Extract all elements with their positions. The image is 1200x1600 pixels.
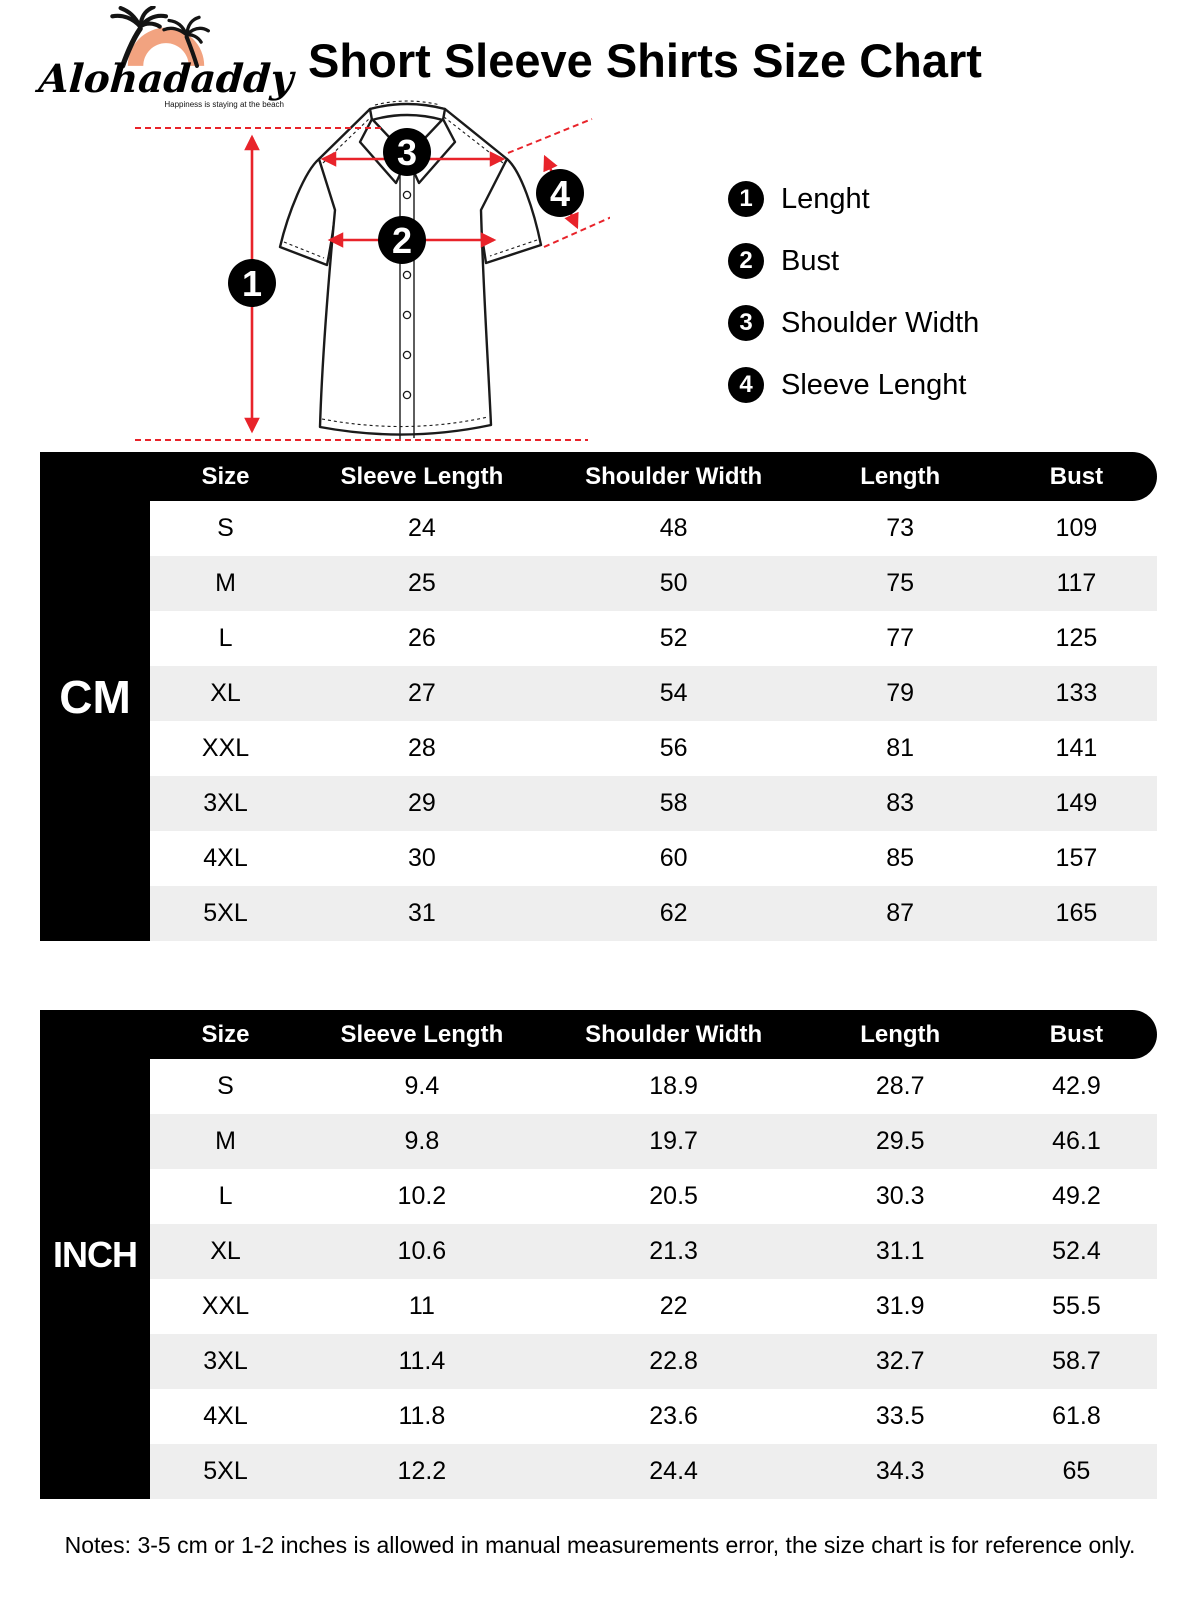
- table-row: [150, 721, 1157, 776]
- legend-badge-2: 2: [728, 243, 764, 279]
- column-header: Shoulder Width: [585, 1020, 763, 1048]
- value-cell: 9.8: [404, 1127, 440, 1155]
- value-cell: 19.7: [649, 1127, 698, 1155]
- value-cell: 81: [886, 734, 915, 762]
- value-cell: 60: [659, 844, 688, 872]
- shirt-measurement-diagram: [130, 95, 610, 455]
- value-cell: 28: [407, 734, 436, 762]
- value-cell: 20.5: [649, 1182, 698, 1210]
- value-cell: 52.4: [1052, 1237, 1101, 1265]
- legend-item-bust: [728, 242, 979, 280]
- notes-text: Notes: 3-5 cm or 1-2 inches is allowed in manual measurements error, the size chart is for reference only.: [64, 1532, 1136, 1558]
- value-cell: 141: [1055, 734, 1098, 762]
- value-cell: 50: [659, 569, 688, 597]
- brand-tagline: Happiness is staying at the beach: [164, 100, 284, 109]
- legend-label-bust: Bust: [781, 244, 840, 277]
- value-cell: 79: [886, 679, 915, 707]
- size-cell: XXL: [201, 1292, 250, 1320]
- marker-2: 2: [391, 220, 413, 261]
- value-cell: 12.2: [397, 1457, 447, 1485]
- value-cell: 21.3: [649, 1237, 698, 1265]
- sleeve-top-guide: [508, 119, 592, 153]
- value-cell: 61.8: [1052, 1402, 1101, 1430]
- table-row: [150, 831, 1157, 886]
- value-cell: 49.2: [1052, 1182, 1101, 1210]
- value-cell: 117: [1056, 569, 1097, 597]
- size-cell: XL: [210, 1237, 241, 1265]
- column-header: Length: [860, 462, 941, 490]
- page-title: Short Sleeve Shirts Size Chart: [308, 34, 982, 87]
- table-row: [150, 1224, 1157, 1279]
- size-table-inch: [40, 1010, 1157, 1499]
- value-cell: 58: [659, 789, 688, 817]
- value-cell: 55.5: [1052, 1292, 1101, 1320]
- table-row: [150, 1114, 1157, 1169]
- legend-badge-1: 1: [728, 181, 764, 217]
- value-cell: 75: [886, 569, 915, 597]
- table-row: [150, 1279, 1157, 1334]
- table-row: [150, 1059, 1157, 1114]
- table-header-row: [150, 1010, 1157, 1059]
- value-cell: 83: [886, 789, 915, 817]
- marker-3: 3: [396, 132, 418, 173]
- table-row: [150, 1389, 1157, 1444]
- legend-badge-4: 4: [728, 367, 764, 403]
- value-cell: 10.6: [397, 1237, 447, 1265]
- value-cell: 24.4: [649, 1457, 698, 1485]
- sleeve-bottom-guide: [544, 215, 610, 247]
- legend-item-sleeve-length: [728, 366, 979, 404]
- size-cell: 5XL: [203, 1457, 248, 1485]
- unit-label-inch: INCH: [40, 1010, 150, 1499]
- table-body: [150, 501, 1157, 941]
- size-cell: 4XL: [203, 1402, 248, 1430]
- value-cell: 28.7: [875, 1072, 925, 1100]
- value-cell: 27: [407, 679, 436, 707]
- table-row: [150, 776, 1157, 831]
- value-cell: 24: [407, 514, 436, 542]
- value-cell: 29.5: [875, 1127, 925, 1155]
- value-cell: 58.7: [1052, 1347, 1101, 1375]
- legend-badge-3: 3: [728, 305, 764, 341]
- legend-label-sleeve-length: Sleeve Lenght: [781, 368, 967, 401]
- column-header: Bust: [1049, 462, 1104, 490]
- table-row: [150, 886, 1157, 941]
- table-row: [150, 666, 1157, 721]
- column-header: Size: [201, 462, 250, 490]
- size-cell: M: [215, 1127, 236, 1155]
- value-cell: 9.4: [404, 1072, 440, 1100]
- value-cell: 56: [659, 734, 688, 762]
- column-header: Length: [860, 1020, 941, 1048]
- value-cell: 18.9: [649, 1072, 698, 1100]
- value-cell: 11.4: [398, 1347, 446, 1375]
- size-cell: 5XL: [203, 899, 248, 927]
- column-header: Size: [201, 1020, 250, 1048]
- size-table-cm: [40, 452, 1157, 941]
- value-cell: 31: [407, 899, 436, 927]
- value-cell: 149: [1055, 789, 1098, 817]
- value-cell: 46.1: [1052, 1127, 1101, 1155]
- value-cell: 30.3: [875, 1182, 925, 1210]
- value-cell: 109: [1055, 514, 1098, 542]
- value-cell: 77: [886, 624, 915, 652]
- value-cell: 165: [1055, 899, 1098, 927]
- size-cell: 3XL: [203, 1347, 248, 1375]
- value-cell: 23.6: [649, 1402, 698, 1430]
- value-cell: 54: [659, 679, 688, 707]
- table-row: [150, 611, 1157, 666]
- column-header: Shoulder Width: [585, 462, 763, 490]
- value-cell: 29: [407, 789, 436, 817]
- inch-measurements-table: [150, 1010, 1157, 1499]
- value-cell: 42.9: [1052, 1072, 1101, 1100]
- value-cell: 87: [886, 899, 915, 927]
- size-cell: L: [218, 1182, 233, 1210]
- value-cell: 31.9: [875, 1292, 925, 1320]
- size-cell: M: [215, 569, 236, 597]
- measurement-legend: [728, 180, 979, 428]
- legend-label-shoulder-width: Shoulder Width: [781, 306, 980, 339]
- value-cell: 85: [886, 844, 915, 872]
- value-cell: 10.2: [397, 1182, 447, 1210]
- table-row: [150, 1334, 1157, 1389]
- legend-label-length: Lenght: [781, 182, 870, 215]
- value-cell: 25: [407, 569, 436, 597]
- unit-label-cm: CM: [40, 452, 150, 941]
- table-body: [150, 1059, 1157, 1499]
- table-row: [150, 501, 1157, 556]
- size-cell: 3XL: [203, 789, 248, 817]
- size-cell: XL: [210, 679, 241, 707]
- size-cell: S: [217, 1072, 234, 1100]
- value-cell: 32.7: [875, 1347, 925, 1375]
- legend-item-length: [728, 180, 979, 218]
- value-cell: 33.5: [875, 1402, 925, 1430]
- column-header: Sleeve Length: [340, 462, 504, 490]
- value-cell: 31.1: [875, 1237, 925, 1265]
- size-cell: L: [218, 624, 233, 652]
- cm-measurements-table: [150, 452, 1157, 941]
- size-cell: XXL: [201, 734, 250, 762]
- table-row: [150, 1444, 1157, 1499]
- column-header: Bust: [1049, 1020, 1104, 1048]
- brand-name: Alohadaddy: [37, 56, 295, 102]
- table-row: [150, 556, 1157, 611]
- value-cell: 26: [407, 624, 436, 652]
- value-cell: 11.8: [398, 1402, 446, 1430]
- value-cell: 65: [1062, 1457, 1091, 1485]
- value-cell: 133: [1055, 679, 1098, 707]
- value-cell: 73: [886, 514, 915, 542]
- value-cell: 34.3: [875, 1457, 925, 1485]
- size-cell: S: [217, 514, 234, 542]
- value-cell: 48: [659, 514, 688, 542]
- size-cell: 4XL: [203, 844, 248, 872]
- value-cell: 62: [659, 899, 688, 927]
- value-cell: 22.8: [649, 1347, 698, 1375]
- marker-4: 4: [549, 173, 571, 214]
- column-header: Sleeve Length: [340, 1020, 504, 1048]
- value-cell: 52: [659, 624, 688, 652]
- marker-1: 1: [241, 263, 263, 304]
- legend-item-shoulder-width: [728, 304, 979, 342]
- brand-logo: [22, 6, 310, 109]
- value-cell: 11: [408, 1292, 435, 1320]
- value-cell: 22: [659, 1292, 688, 1320]
- value-cell: 157: [1055, 844, 1098, 872]
- table-header-row: [150, 452, 1157, 501]
- value-cell: 30: [407, 844, 436, 872]
- value-cell: 125: [1055, 624, 1098, 652]
- table-row: [150, 1169, 1157, 1224]
